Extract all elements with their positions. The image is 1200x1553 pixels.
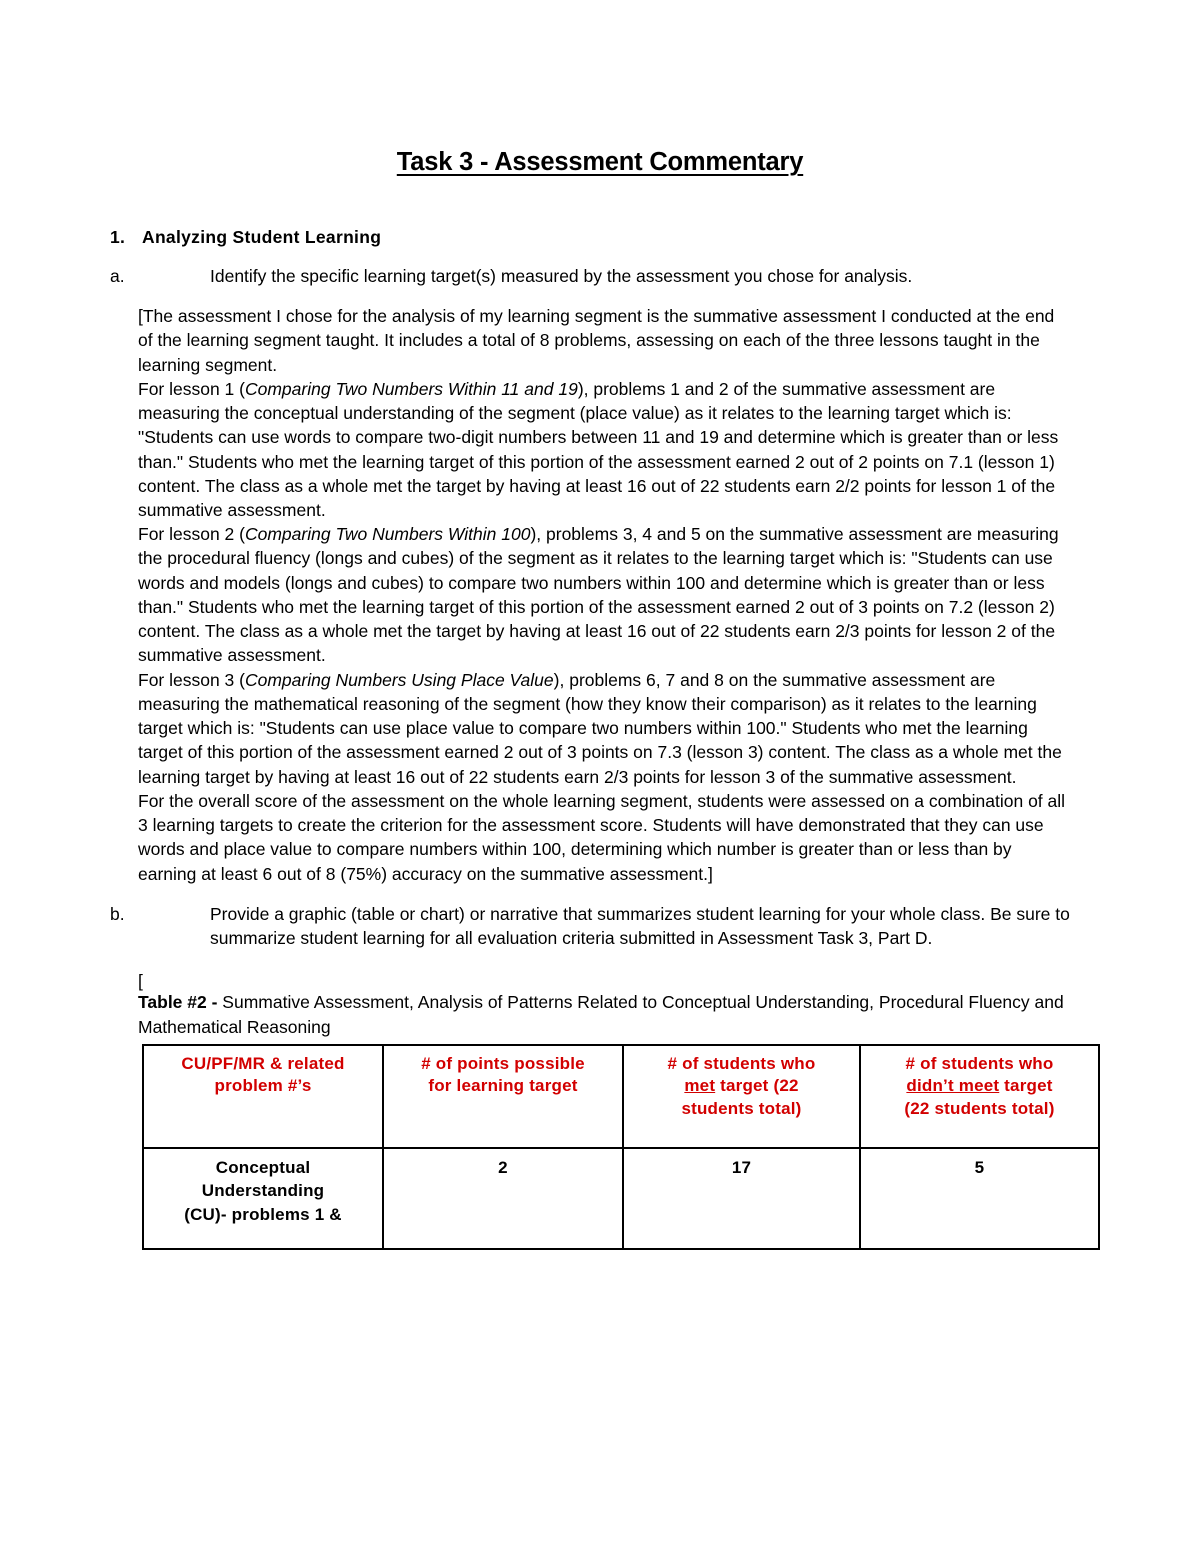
cell-criterion-line3: (CU)- problems 1 & — [184, 1204, 342, 1224]
paragraph-intro: [The assessment I chose for the analysis of my learning segment is the summative assessment I conducted at the end of the learning segment taught. It includes a total of 8 problems, assessing on each of the three lessons taught in the learning segment. — [138, 306, 1055, 375]
paragraph-lesson-3 — [138, 668, 1068, 789]
column-header-did-not-meet-target — [860, 1045, 1099, 1148]
page-title: Task 3 - Assessment Commentary — [396, 148, 804, 176]
table-caption-text: Summative Assessment, Analysis of Patterns Related to Conceptual Understanding, Procedural Fluency and Mathematical Reasoning — [138, 992, 1064, 1037]
list-item-a — [110, 264, 1090, 288]
column-header-criterion — [143, 1045, 383, 1148]
cell-did-not-meet: 5 — [860, 1148, 1099, 1249]
column-header-points-line1: # of points possible — [421, 1053, 585, 1073]
lesson-1-rest: ), problems 1 and 2 of the summative assessment are measuring the conceptual understanding of the segment (place value) as it relates to the learning target which is: "Students can use words to compare two-digit numbers between 11 and 19 and determine which is greater than or less than." Students who met the learning target of this portion of the assessment earned 2 out of 2 points on 7.1 (lesson 1) content. The class as a whole met the target by having at least 16 out of 22 students earn 2/2 points for lesson 1 of the summative assessment. — [138, 378, 1059, 521]
column-header-points-line2: for learning target — [428, 1076, 578, 1096]
table-caption-block — [138, 972, 1068, 1039]
page-content — [110, 0, 1090, 1250]
table-row — [143, 1148, 1099, 1249]
lesson-3-prefix: For lesson 3 ( — [138, 669, 245, 690]
section-heading-text: Analyzing Student Learning — [142, 227, 382, 247]
column-header-notmet-line3: (22 students total) — [904, 1099, 1055, 1119]
section-number: 1. — [110, 227, 126, 247]
column-header-met-line1: # of students who — [667, 1053, 816, 1073]
lesson-1-title: Comparing Two Numbers Within 11 and 19 — [244, 378, 578, 399]
column-header-points-possible — [383, 1045, 623, 1148]
lesson-2-prefix: For lesson 2 ( — [138, 524, 245, 545]
column-header-criterion-line2: problem #’s — [214, 1076, 312, 1096]
cell-met-target: 17 — [623, 1148, 860, 1249]
list-item-b — [110, 902, 1090, 950]
section-heading — [110, 227, 1090, 248]
table-body — [143, 1148, 1099, 1249]
lesson-2-title: Comparing Two Numbers Within 100 — [244, 524, 531, 545]
column-header-notmet-underlined: didn’t meet — [906, 1076, 1000, 1096]
table-caption-label: Table #2 - — [138, 992, 218, 1013]
open-bracket: [ — [138, 971, 143, 992]
list-item-a-letter: a. — [110, 266, 125, 286]
cell-criterion-line2: Understanding — [201, 1181, 325, 1201]
paragraph-lesson-2 — [138, 522, 1068, 667]
cell-points-possible: 2 — [383, 1148, 623, 1249]
column-header-met-target — [623, 1045, 860, 1148]
column-header-met-line3: students total) — [681, 1099, 802, 1119]
paragraph-lesson-1 — [138, 377, 1068, 522]
summative-assessment-table — [142, 1044, 1100, 1250]
table-header — [143, 1045, 1099, 1148]
cell-criterion-line1: Conceptual — [215, 1157, 311, 1177]
column-header-met-line2-rest: target (22 — [715, 1076, 799, 1096]
paragraph-overall-score: For the overall score of the assessment on the whole learning segment, students were assessed on a combination of all 3 learning targets to create the criterion for the assessment score. Students will have demonstrated that they can use words and place value to compare numbers within 100, determining which number is greater than or less than by earning at least 6 out of 8 (75%) accuracy on the summative assessment.] — [138, 790, 1066, 884]
table-caption — [138, 990, 1068, 1038]
column-header-notmet-line2-rest: target — [999, 1076, 1053, 1096]
cell-criterion — [143, 1148, 383, 1249]
response-body-a — [138, 304, 1068, 886]
lesson-3-rest: ), problems 6, 7 and 8 on the summative assessment are measuring the mathematical reasoning of the segment (how they know their comparison) as it relates to the learning target which is: "Students can use place value to compare two numbers within 100." Students who met the learning target of this portion of the assessment earned 2 out of 3 points on 7.3 (lesson 3) content. The class as a whole met the learning target by having at least 16 out of 22 students earn 2/3 points for lesson 3 of the summative assessment. — [138, 669, 1062, 787]
list-item-b-letter: b. — [110, 903, 125, 924]
lesson-2-rest: ), problems 3, 4 and 5 on the summative assessment are measuring the procedural fluency (longs and cubes) of the segment as it relates to the learning target which is: "Students can use words and models (longs and cubes) to compare two numbers within 100 and determine which is greater than or less than." Students who met the learning target of this portion of the assessment earned 2 out of 3 points on 7.2 (lesson 2) content. The class as a whole met the target by having at least 16 out of 22 students earn 2/3 points for lesson 2 of the summative assessment. — [138, 524, 1059, 666]
table-header-row — [143, 1045, 1099, 1148]
column-header-met-underlined: met — [684, 1076, 716, 1096]
list-item-b-prompt: Provide a graphic (table or chart) or narrative that summarizes student learning for your whole class. Be sure to summarize student learning for all evaluation criteria submitted in Assessment Task 3, Part D. — [210, 903, 1070, 948]
list-item-a-prompt: Identify the specific learning target(s) measured by the assessment you chose for analysis. — [210, 266, 913, 286]
column-header-notmet-line1: # of students who — [905, 1053, 1054, 1073]
column-header-criterion-line1: CU/PF/MR & related — [181, 1053, 345, 1073]
lesson-1-prefix: For lesson 1 ( — [138, 378, 245, 399]
lesson-3-title: Comparing Numbers Using Place Value — [244, 669, 554, 690]
